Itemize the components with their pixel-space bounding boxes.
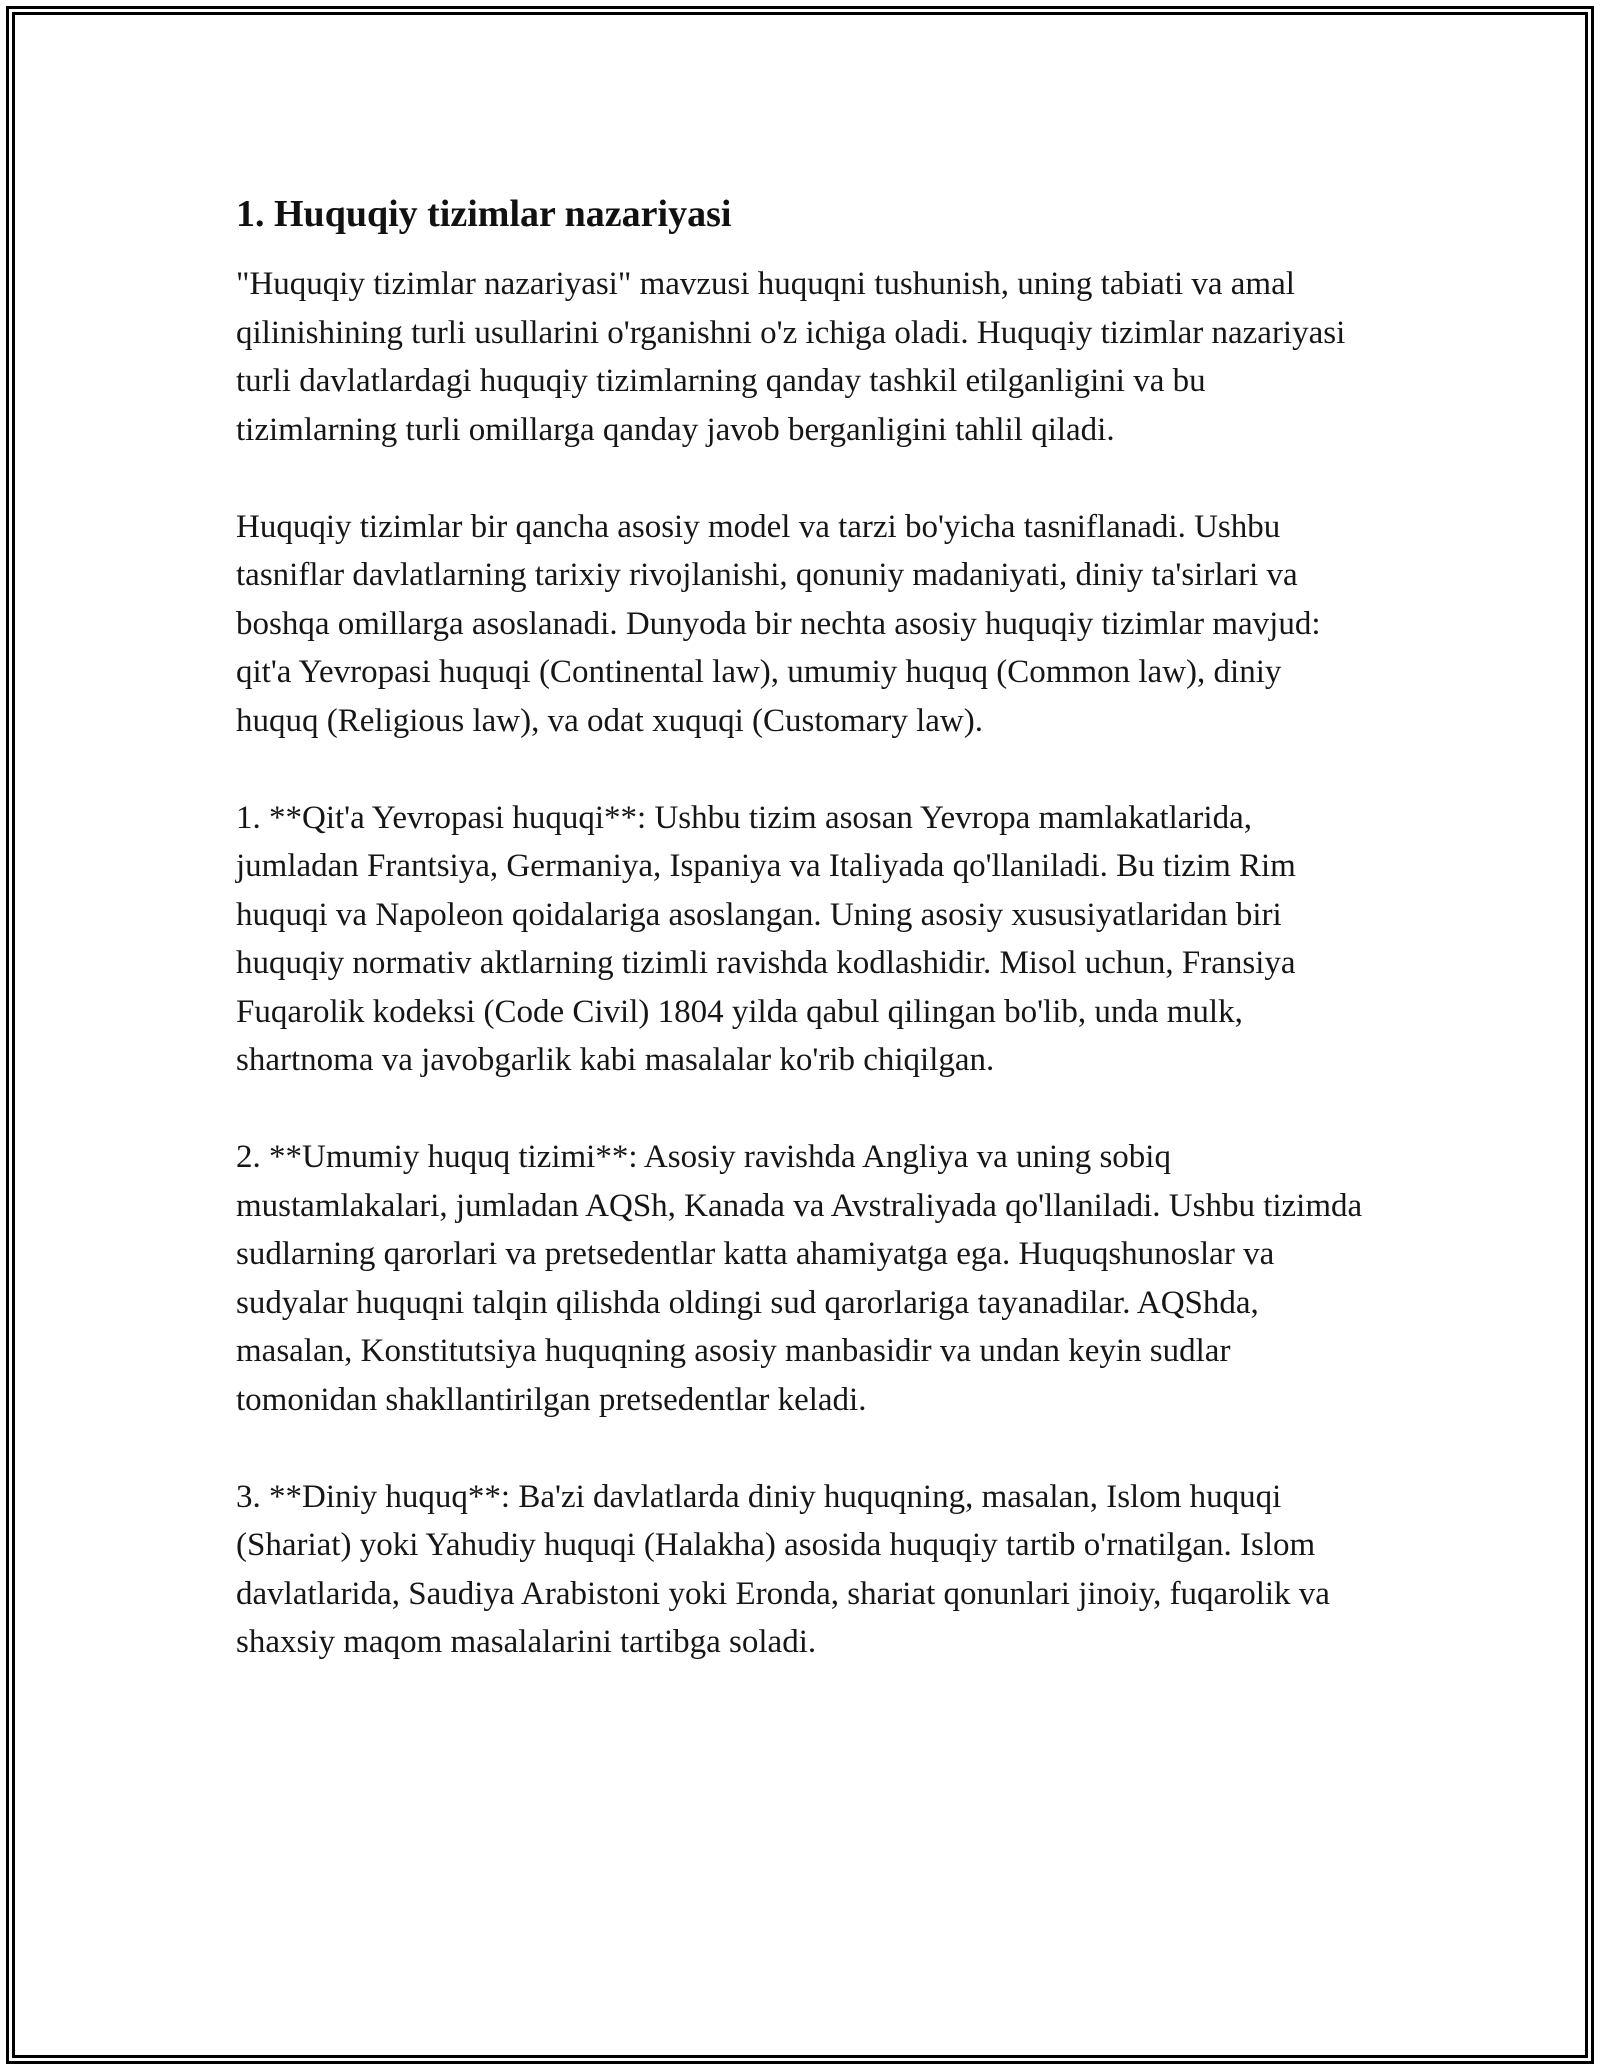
document-title: 1. Huquqiy tizimlar nazariyasi (236, 193, 732, 235)
paragraph-classification: Huquqiy tizimlar bir qancha asosiy model va tarzi bo'yicha tasniflanadi. Ushbu tasniflar davlatlarning tarixiy rivojlanishi, qonuniy madaniyati, diniy ta'sirlari va boshqa omillarga asoslanadi. Dunyoda bir nechta asosiy huquqiy tizimlar mavjud: qit'a Yevropasi huquqi (Continental law), umumiy huquq (Common law), diniy huquq (Religious law), va odat xuquqi (Customary law). (236, 508, 1321, 739)
paragraph-intro: "Huquqiy tizimlar nazariyasi" mavzusi huquqni tushunish, uning tabiati va amal qilinishining turli usullarini o'rganishni o'z ichiga oladi. Huquqiy tizimlar nazariyasi turli davlatlardagi huquqiy tizimlarning qanday tashkil etilganligini va bu tizimlarning turli omillarga qanday javob berganligini tahlil qiladi. (236, 266, 1346, 448)
document-body (236, 190, 1366, 1667)
paragraph-continental-law: 1. **Qit'a Yevropasi huquqi**: Ushbu tizim asosan Yevropa mamlakatlarida, jumladan Frantsiya, Germaniya, Ispaniya va Italiyada qo'llaniladi. Bu tizim Rim huquqi va Napoleon qoidalariga asoslangan. Uning asosiy xususiyatlaridan biri huquqiy normativ aktlarning tizimli ravishda kodlashidir. Misol uchun, Fransiya Fuqarolik kodeksi (Code Civil) 1804 yilda qabul qilingan bo'lib, unda mulk, shartnoma va javobgarlik kabi masalalar ko'rib chiqilgan. (236, 799, 1296, 1078)
paragraph-common-law: 2. **Umumiy huquq tizimi**: Asosiy ravishda Angliya va uning sobiq mustamlakalari, jumladan AQSh, Kanada va Avstraliyada qo'llaniladi. Ushbu tizimda sudlarning qarorlari va pretsedentlar katta ahamiyatga ega. Huquqshunoslar va sudyalar huquqni talqin qilishda oldingi sud qarorlariga tayanadilar. AQShda, masalan, Konstitutsiya huquqning asosiy manbasidir va undan keyin sudlar tomonidan shakllantirilgan pretsedentlar keladi. (236, 1139, 1363, 1418)
paragraph-religious-law: 3. **Diniy huquq**: Ba'zi davlatlarda diniy huquqning, masalan, Islom huquqi (Shariat) yoki Yahudiy huquqi (Halakha) asosida huquqiy tartib o'rnatilgan. Islom davlatlarida, Saudiya Arabistoni yoki Eronda, shariat qonunlari jinoiy, fuqarolik va shaxsiy maqom masalalarini tartibga soladi. (236, 1478, 1330, 1660)
